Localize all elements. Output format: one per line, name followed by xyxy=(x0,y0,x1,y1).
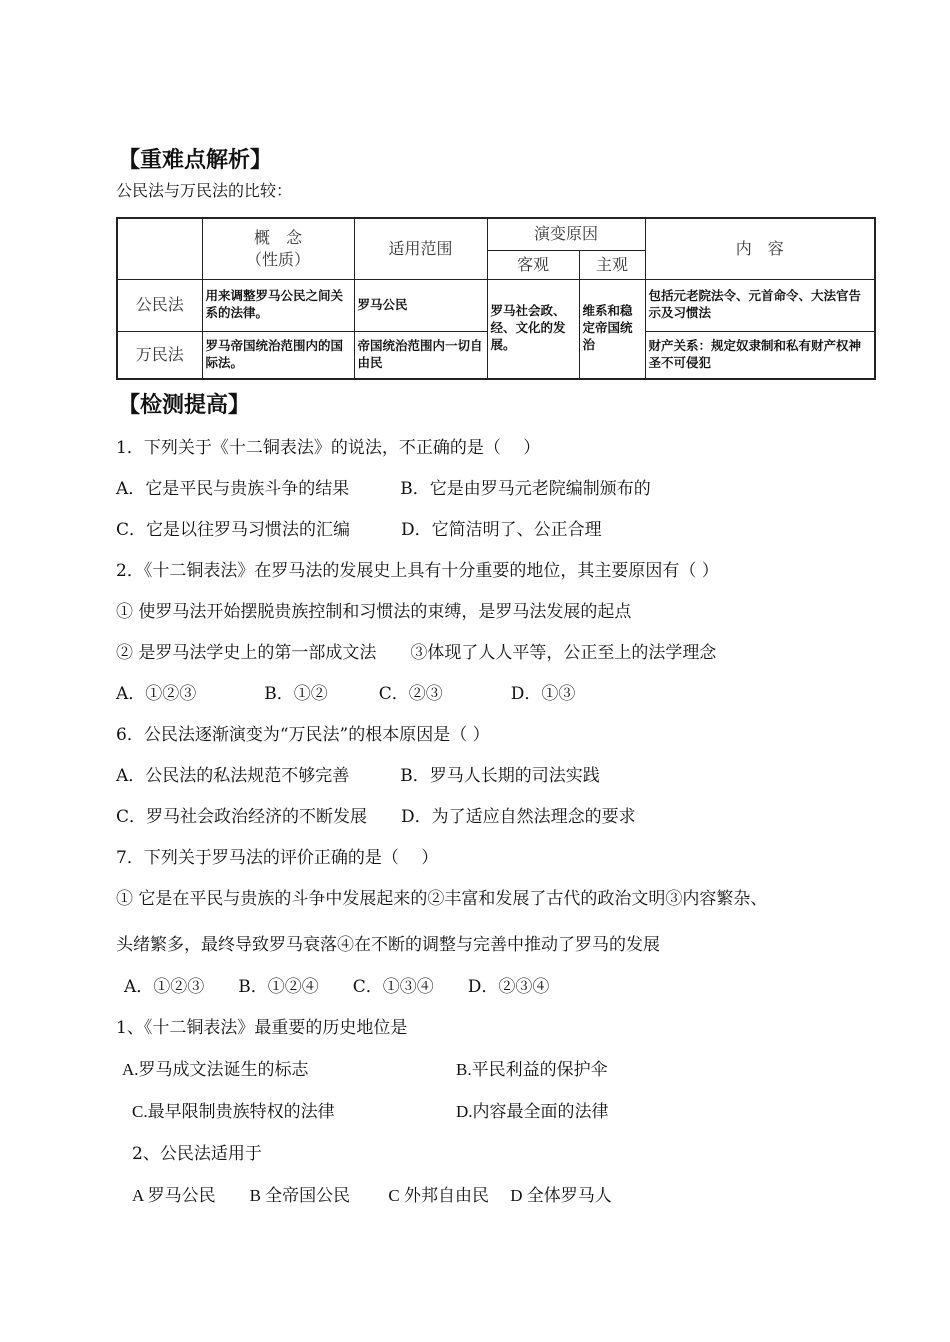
question-line: 头绪繁多，最终导致罗马衰落④在不断的调整与完善中推动了罗马的发展 xyxy=(116,935,660,955)
header-concept xyxy=(202,218,354,279)
table-intro-text: 公民法与万民法的比较： xyxy=(116,181,293,200)
law-of-nations-concept: 罗马帝国统治范围内的国际法。 xyxy=(202,331,354,379)
question-line: C．罗马社会政治经济的不断发展 D．为了适应自然法理念的要求 xyxy=(116,807,636,827)
question-line: ① 它是在平民与贵族的斗争中发展起来的②丰富和发展了古代的政治文明③内容繁杂、 xyxy=(116,889,768,909)
option-a: A.罗马成文法诞生的标志 xyxy=(122,1060,309,1079)
law-of-nations-scope: 帝国统治范围内一切自由民 xyxy=(354,331,487,379)
civil-law-scope: 罗马公民 xyxy=(354,279,487,331)
question-line: A．①②③ B．①②④ C．①③④ D．②③④ xyxy=(124,977,550,997)
civil-law-content: 包括元老院法令、元首命令、大法官告示及习惯法 xyxy=(645,279,875,331)
option-b: B.平民利益的保护伞 xyxy=(456,1060,608,1079)
question-line: 2．《十二铜表法》在罗马法的发展史上具有十分重要的地位，其主要原因有（ ） xyxy=(116,561,719,581)
header-cause: 演变原因 xyxy=(487,218,645,250)
option-d: D.内容最全面的法律 xyxy=(456,1102,609,1121)
question-line: C．它是以往罗马习惯法的汇编 D．它简洁明了、公正合理 xyxy=(116,520,602,540)
section-heading-practice: 【检测提高】 xyxy=(118,393,251,418)
objective-cause-cell: 罗马社会政、经、文化的发展。 xyxy=(487,279,579,379)
question-line: A．它是平民与贵族斗争的结果 B．它是由罗马元老院编制颁布的 xyxy=(116,479,651,499)
question-line: 7．下列关于罗马法的评价正确的是（ ） xyxy=(116,848,439,868)
question-line: A．①②③ B．①② C．②③ D．①③ xyxy=(116,684,576,704)
question-line: 1．下列关于《十二铜表法》的说法，不正确的是（ ） xyxy=(116,438,541,458)
question-line: ② 是罗马法学史上的第一部成文法 ③体现了人人平等，公正至上的法学理念 xyxy=(116,643,717,663)
header-objective: 客观 xyxy=(487,250,579,279)
row-name-civil-law: 公民法 xyxy=(117,279,202,331)
law-of-nations-content: 财产关系：规定奴隶制和私有财产权神圣不可侵犯 xyxy=(645,331,875,379)
comparison-table xyxy=(116,217,876,380)
question-line: 1、《十二铜表法》最重要的历史地位是 xyxy=(116,1018,408,1038)
row-name-law-of-nations: 万民法 xyxy=(117,331,202,379)
header-concept-line1: 概 念 xyxy=(253,228,302,248)
table-corner-cell xyxy=(117,218,202,279)
civil-law-concept: 用来调整罗马公民之间关系的法律。 xyxy=(202,279,354,331)
header-scope: 适用范围 xyxy=(354,218,487,279)
header-subjective: 主观 xyxy=(579,250,645,279)
question-line: ① 使罗马法开始摆脱贵族控制和习惯法的束缚，是罗马法发展的起点 xyxy=(116,602,632,622)
header-content: 内 容 xyxy=(645,218,875,279)
option-c: C.最早限制贵族特权的法律 xyxy=(132,1102,335,1121)
q2-options: A 罗马公民 B 全帝国公民 C 外邦自由民 D 全体罗马人 xyxy=(132,1186,612,1205)
question-line: 6．公民法逐渐演变为“万民法”的根本原因是（ ） xyxy=(116,725,490,745)
question-line: A．公民法的私法规范不够完善 B．罗马人长期的司法实践 xyxy=(116,766,600,786)
subjective-cause-cell: 维系和稳定帝国统治 xyxy=(579,279,645,379)
question-line: 2、公民法适用于 xyxy=(132,1144,262,1164)
header-concept-line2: （性质） xyxy=(245,249,310,269)
section-heading-key-points: 【重难点解析】 xyxy=(118,148,273,173)
